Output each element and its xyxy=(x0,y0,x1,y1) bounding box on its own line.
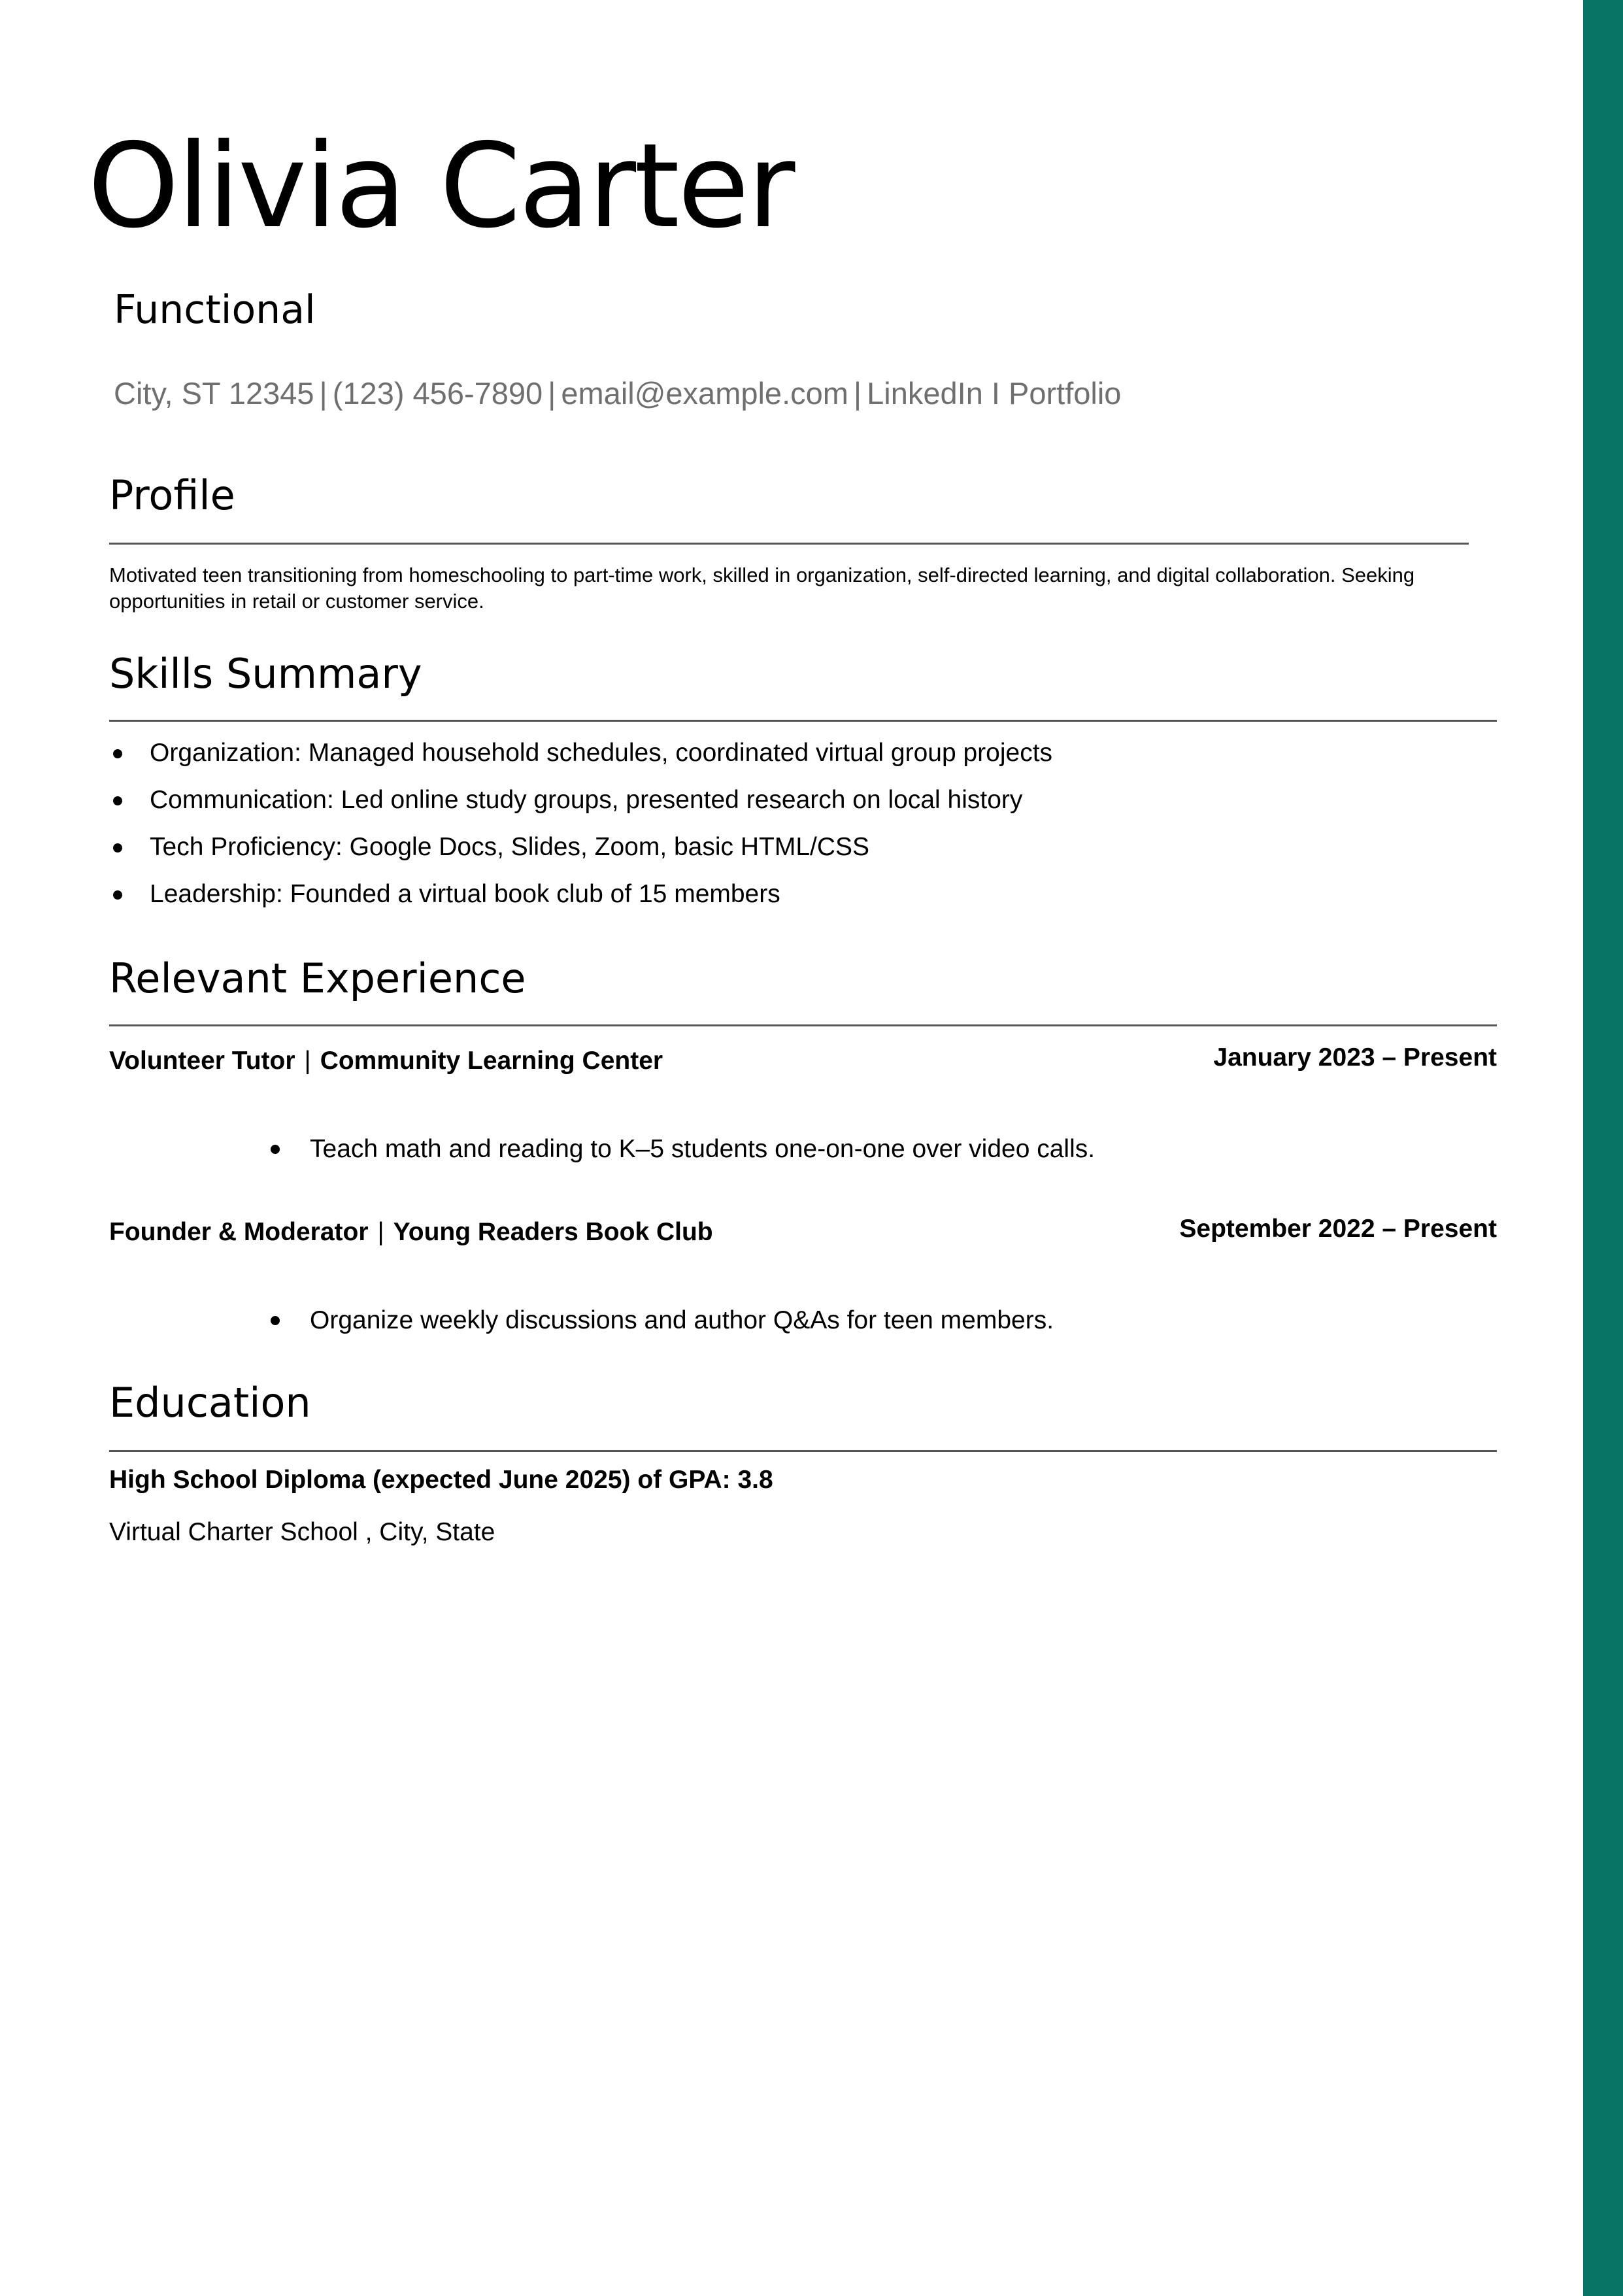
profile-divider xyxy=(109,543,1469,545)
job-organization: Young Readers Book Club xyxy=(393,1218,713,1246)
job-dates: January 2023 – Present xyxy=(1213,1043,1497,1072)
job-title: Volunteer Tutor xyxy=(109,1047,295,1075)
education-school: Virtual Charter School , City, State xyxy=(109,1518,495,1546)
candidate-name: Olivia Carter xyxy=(88,118,794,254)
contact-links: LinkedIn I Portfolio xyxy=(867,376,1122,411)
education-divider xyxy=(109,1450,1497,1452)
job-separator: | xyxy=(304,1047,311,1075)
skill-item: Leadership: Founded a virtual book club of 15 members xyxy=(109,875,1052,922)
job-bullet: Organize weekly discussions and author Q&As for teen members. xyxy=(269,1308,1054,1333)
skills-heading: Skills Summary xyxy=(109,650,422,698)
education-heading: Education xyxy=(109,1379,311,1427)
job-bullet: Teach math and reading to K–5 students one-on-one over video calls. xyxy=(269,1136,1095,1162)
resume-type-subtitle: Functional xyxy=(114,287,316,333)
accent-side-bar xyxy=(1583,0,1623,2296)
job-heading xyxy=(109,1219,713,1245)
education-degree: High School Diploma (expected June 2025) of GPA: 3.8 xyxy=(109,1466,773,1494)
contact-separator: | xyxy=(853,376,862,411)
contact-location: City, ST 12345 xyxy=(114,376,314,411)
skill-item: Communication: Led online study groups, presented research on local history xyxy=(109,781,1052,828)
profile-text: Motivated teen transitioning from homeschooling to part-time work, skilled in organization, self-directed learning, and digital collaboration. Seeking opportunities in retail or customer service. xyxy=(109,564,1415,613)
profile-heading: Profile xyxy=(109,471,235,519)
job-title: Founder & Moderator xyxy=(109,1218,369,1246)
skill-item: Organization: Managed household schedules, coordinated virtual group projects xyxy=(109,734,1052,781)
contact-line xyxy=(114,378,1121,409)
contact-email: email@example.com xyxy=(561,376,848,411)
skills-divider xyxy=(109,720,1497,722)
skills-list xyxy=(109,734,1052,922)
contact-phone: (123) 456-7890 xyxy=(332,376,543,411)
job-separator: | xyxy=(377,1218,384,1246)
skill-item: Tech Proficiency: Google Docs, Slides, Zoom, basic HTML/CSS xyxy=(109,828,1052,875)
experience-divider xyxy=(109,1024,1497,1026)
job-heading xyxy=(109,1048,663,1073)
contact-separator: | xyxy=(319,376,327,411)
job-dates: September 2022 – Present xyxy=(1179,1215,1497,1243)
experience-heading: Relevant Experience xyxy=(109,954,526,1002)
contact-separator: | xyxy=(548,376,556,411)
job-organization: Community Learning Center xyxy=(320,1047,663,1075)
